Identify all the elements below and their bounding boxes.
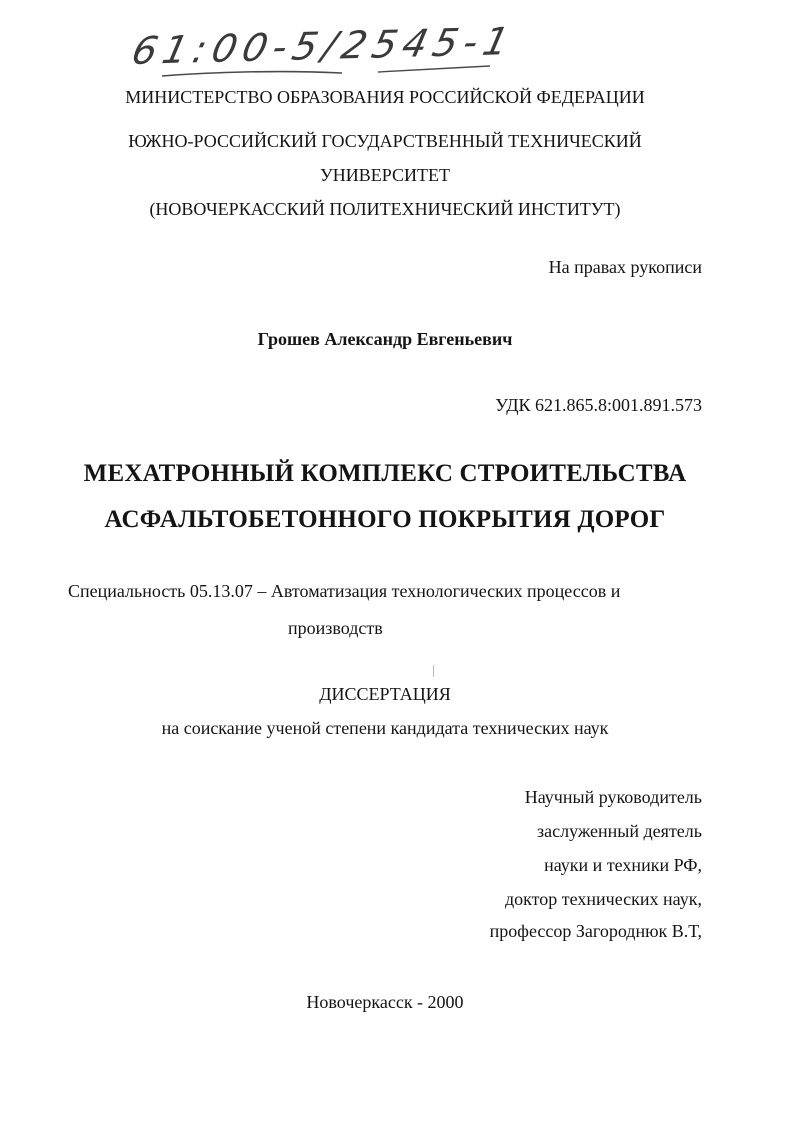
specialty-line-1: Специальность 05.13.07 – Автоматизация технологических процессов и <box>68 581 621 601</box>
supervisor-line-1: Научный руководитель <box>524 787 702 807</box>
author-name: Грошев Александр Евгеньевич <box>257 329 513 349</box>
university-name-line-3: (НОВОЧЕРКАССКИЙ ПОЛИТЕХНИЧЕСКИЙ ИНСТИТУТ) <box>149 199 621 219</box>
university-name-line-2: УНИВЕРСИТЕТ <box>320 165 450 185</box>
degree-line: на соискание ученой степени кандидата технических наук <box>161 718 609 738</box>
work-type: ДИССЕРТАЦИЯ <box>319 684 451 704</box>
handwritten-archive-number <box>92 10 532 88</box>
manuscript-rights-note: На правах рукописи <box>548 257 702 277</box>
university-name-line-1: ЮЖНО-РОССИЙСКИЙ ГОСУДАРСТВЕННЫЙ ТЕХНИЧЕСКИЙ <box>128 131 642 151</box>
scan-mark <box>433 665 434 677</box>
dissertation-title-line-1: МЕХАТРОННЫЙ КОМПЛЕКС СТРОИТЕЛЬСТВА <box>83 460 687 487</box>
supervisor-line-2: заслуженный деятель <box>537 821 702 841</box>
udc-code: УДК 621.865.8:001.891.573 <box>495 395 702 415</box>
specialty-line-2: производств <box>288 618 383 638</box>
archive-number-text: 61:00-5/2545-1 <box>127 19 519 73</box>
ministry-name: МИНИСТЕРСТВО ОБРАЗОВАНИЯ РОССИЙСКОЙ ФЕДЕРАЦИИ <box>125 87 645 107</box>
supervisor-line-3: науки и техники РФ, <box>544 855 702 875</box>
place-and-year: Новочеркасск - 2000 <box>306 992 464 1012</box>
dissertation-title-line-2: АСФАЛЬТОБЕТОННОГО ПОКРЫТИЯ ДОРОГ <box>104 506 666 533</box>
supervisor-line-4: доктор технических наук, <box>505 889 702 909</box>
supervisor-line-5: профессор Загороднюк В.Т, <box>489 921 702 941</box>
